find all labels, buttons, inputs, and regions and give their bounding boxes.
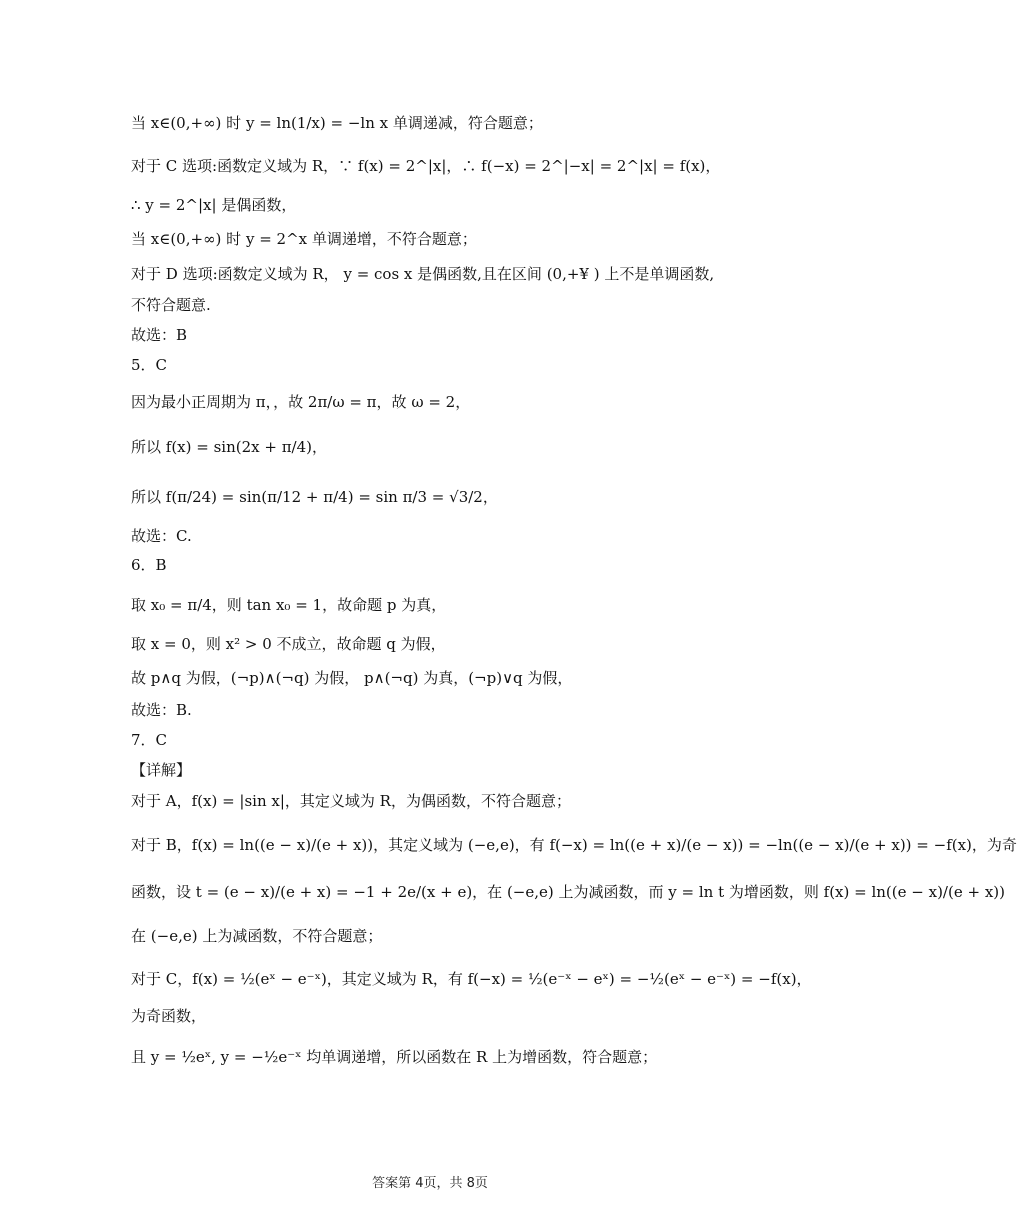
solution-line: ∴ y = 2^|x| 是偶函数， bbox=[131, 195, 297, 214]
solution-line: 对于 D 选项:函数定义域为 R， y = cos x 是偶函数,且在区间 (0,+¥ ) 上不是单调函数, bbox=[131, 264, 715, 283]
question-number: 6．B bbox=[131, 555, 167, 574]
solution-line: 故选：B. bbox=[131, 700, 192, 719]
solution-line: 在 (−e,e) 上为减函数，不符合题意； bbox=[131, 926, 383, 945]
solution-line: 对于 C，f(x) = ½(eˣ − e⁻ˣ)，其定义域为 R，有 f(−x) = ½(e⁻ˣ − eˣ) = −½(eˣ − e⁻ˣ) = −f(x)， bbox=[131, 969, 812, 988]
page-footer: 答案第 4页，共 8页 bbox=[372, 1176, 488, 1191]
solution-line: 取 x₀ = π/4，则 tan x₀ = 1，故命题 p 为真， bbox=[131, 595, 447, 614]
solution-line: 所以 f(π/24) = sin(π/12 + π/4) = sin π/3 = √3/2， bbox=[131, 487, 498, 506]
solution-line: 函数，设 t = (e − x)/(e + x) = −1 + 2e/(x + e)，在 (−e,e) 上为减函数，而 y = ln t 为增函数，则 f(x) = ln((e − x)/(e + x)) bbox=[131, 882, 1005, 901]
solution-line: 所以 f(x) = sin(2x + π/4)， bbox=[131, 437, 328, 456]
question-number: 5．C bbox=[131, 355, 168, 374]
solution-line: 故 p∧q 为假，(¬p)∧(¬q) 为假， p∧(¬q) 为真，(¬p)∨q 为假， bbox=[131, 668, 573, 687]
solution-line: 故选：C. bbox=[131, 526, 192, 545]
solution-line: 且 y = ½eˣ, y = −½e⁻ˣ 均单调递增，所以函数在 R 上为增函数，符合题意； bbox=[131, 1047, 658, 1066]
solution-line: 对于 A，f(x) = |sin x|，其定义域为 R，为偶函数，不符合题意； bbox=[131, 791, 571, 810]
solution-line: 当 x∈(0,+∞) 时 y = 2^x 单调递增，不符合题意； bbox=[131, 229, 477, 248]
solution-line: 因为最小正周期为 π，，故 2π/ω = π，故 ω = 2， bbox=[131, 392, 471, 411]
solution-line: 对于 B，f(x) = ln((e − x)/(e + x))，其定义域为 (−e,e)，有 f(−x) = ln((e + x)/(e − x)) = −ln((e − x)/(e + x)) = −f(x)，为奇 bbox=[131, 835, 1017, 854]
section-heading: 【详解】 bbox=[131, 760, 192, 779]
solution-line: 当 x∈(0,+∞) 时 y = ln(1/x) = −ln x 单调递减，符合题意； bbox=[131, 113, 543, 132]
solution-line: 为奇函数， bbox=[131, 1006, 207, 1025]
solution-line: 故选：B bbox=[131, 325, 188, 344]
solution-line: 不符合题意. bbox=[131, 295, 211, 314]
question-number: 7．C bbox=[131, 730, 168, 749]
solution-line: 对于 C 选项:函数定义域为 R，∵ f(x) = 2^|x|，∴ f(−x) = 2^|−x| = 2^|x| = f(x)， bbox=[131, 156, 721, 175]
solution-line: 取 x = 0，则 x² > 0 不成立，故命题 q 为假， bbox=[131, 634, 446, 653]
